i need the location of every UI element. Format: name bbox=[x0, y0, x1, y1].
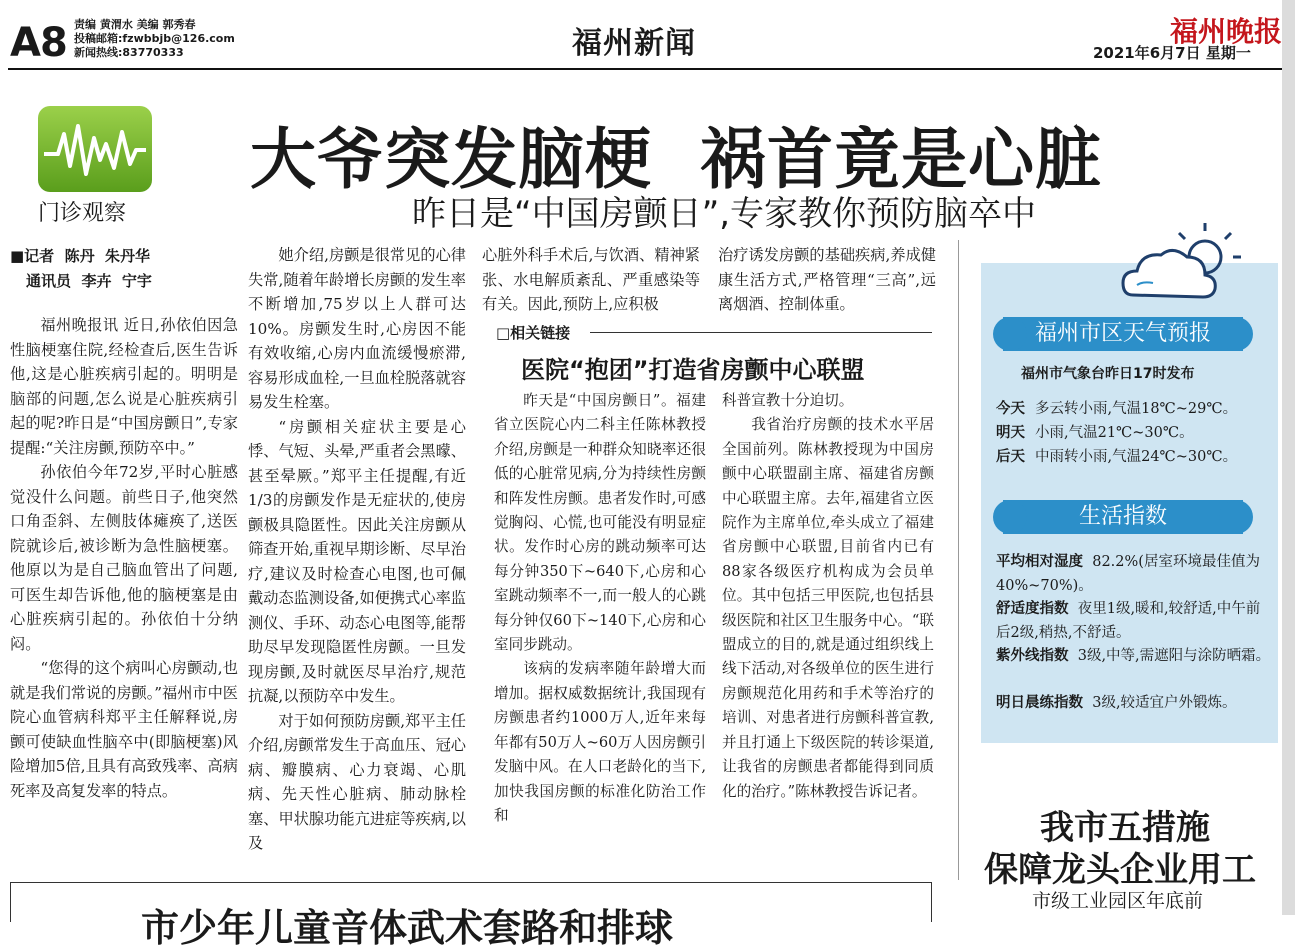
life-comfort bbox=[996, 598, 1271, 645]
article-paragraph: “房颤相关症状主要是心悸、气短、头晕,严重者会黑曚、甚至晕厥。”郑平主任提醒,有近1/3的房颤发作是无症状的,使房颤极具隐匿性。因此关注房颤从筛查开始,重视早期诊断、尽早治疗,建议及时检查心电图,也可佩戴动态监测设备,如便携式心率监测仪、手环、动态心电图等,能帮助尽早发现隐匿性房颤。一旦发现房颤,及时就医尽早治疗,规范抗凝,以预防卒中发生。 bbox=[248, 417, 466, 705]
forecast-day: 后天 bbox=[996, 449, 1025, 465]
forecast-today bbox=[996, 397, 1237, 421]
article-column-4-top bbox=[718, 243, 936, 317]
article-column-3-top bbox=[482, 243, 700, 317]
life-index-band: 生活指数 bbox=[1003, 500, 1243, 534]
byline-correspondents: 通讯员 李卉 宁宇 bbox=[26, 272, 152, 290]
life-humidity bbox=[996, 551, 1271, 598]
related-title: 医院“抱团”打造省房颤中心联盟 bbox=[521, 356, 865, 384]
forecast-desc: 小雨,气温21℃~30℃。 bbox=[1035, 425, 1194, 441]
life-index-value: 3级,中等,需遮阳与涂防晒霜。 bbox=[1077, 648, 1271, 664]
article-paragraph: 她介绍,房颤是很常见的心律失常,随着年龄增长房颤的发生率不断增加,75岁以上人群可达10%。房颤发生时,心房因不能有效收缩,心房内血流缓慢瘀滞,容易形成血栓,一旦血栓脱落就容易发生栓塞。 bbox=[248, 246, 466, 411]
forecast-desc: 多云转小雨,气温18℃~29℃。 bbox=[1035, 401, 1238, 417]
cloud-sun-icon bbox=[1113, 223, 1253, 313]
header-rule bbox=[8, 68, 1283, 70]
related-paragraph: 该病的发病率随年龄增大而增加。据权威数据统计,我国现有房颤患者约1000万人,近年来每年都有50万人~60万人因房颤引发脑中风。在人口老龄化的当下,加快我国房颤的标准化防治工作和 bbox=[494, 660, 706, 824]
headline-subtitle: 昨日是“中国房颤日”,专家教你预防脑卒中 bbox=[412, 194, 1037, 234]
column-divider bbox=[958, 240, 959, 880]
newspaper-logo: 福州晚报 bbox=[1170, 15, 1283, 48]
side-story-subtitle: 市级工业园区年底前 bbox=[1032, 890, 1204, 912]
byline bbox=[10, 244, 152, 294]
related-tag: □相关链接 bbox=[496, 324, 571, 342]
side-story-title-2: 保障龙头企业用工 bbox=[984, 850, 1256, 890]
article-paragraph: 对于如何预防房颤,郑平主任介绍,房颤常发生于高血压、冠心病、瓣膜病、心力衰竭、心肌病、先天性心脏病、肺动脉栓塞、甲状腺功能亢进症等疾病,以及 bbox=[248, 711, 466, 852]
related-paragraph: 科普宣教十分迫切。 bbox=[722, 392, 854, 409]
byline-reporters: ■记者 陈丹 朱丹华 bbox=[10, 247, 151, 265]
related-paragraph: 昨天是“中国房颤日”。福建省立医院心内二科主任陈林教授介绍,房颤是一种群众知晓率还很低的心脏常见病,分为持续性房颤和阵发性房颤。患者发作时,可感觉胸闷、心慌,也可能没有明显症状。发作时心房的跳动频率可达每分钟350下~640下,心房和心室跳动频率不一,而一般人的心跳每分钟仅60下~140下,心房和心室同步跳动。 bbox=[494, 392, 706, 654]
article-paragraph: 福州晚报讯 近日,孙依伯因急性脑梗塞住院,经检查后,医生告诉他,这是心脏疾病引起的。明明是脑部的问题,怎么说是心脏疾病引起的呢?昨日是“中国房颤日”,专家提醒:“关注房颤,预防卒中。” bbox=[10, 316, 238, 457]
page-edge-right bbox=[1282, 0, 1295, 915]
issue-date: 2021年6月7日 星期一 bbox=[1093, 44, 1251, 62]
side-story-title-1: 我市五措施 bbox=[1040, 808, 1210, 848]
life-index-value: 3级,较适宜户外锻炼。 bbox=[1092, 695, 1237, 711]
forecast-desc: 中雨转小雨,气温24℃~30℃。 bbox=[1035, 449, 1238, 465]
article-paragraph: 孙依伯今年72岁,平时心脏感觉没什么问题。前些日子,他突然口角歪斜、左侧肢体瘫痪了,送医院就诊后,被诊断为急性脑梗塞。他原以为是自己脑血管出了问题,可医生却告诉他,他的脑梗塞是由心脏疾病引起的。孙依伯十分纳闷。 bbox=[10, 463, 238, 653]
editors-info bbox=[74, 18, 235, 60]
related-rule bbox=[590, 332, 932, 333]
page-number: A8 bbox=[10, 20, 67, 66]
related-column-1 bbox=[494, 389, 706, 828]
life-index-name: 紫外线指数 bbox=[996, 648, 1069, 664]
life-exercise bbox=[996, 692, 1271, 716]
hotline-line: 新闻热线:83770333 bbox=[74, 46, 184, 59]
badge-label: 门诊观察 bbox=[38, 201, 127, 226]
bottom-story-frame bbox=[10, 882, 932, 950]
headline-title: 大爷突发脑梗 祸首竟是心脏 bbox=[250, 121, 1102, 198]
forecast-day: 今天 bbox=[996, 401, 1025, 417]
forecast-day: 明天 bbox=[996, 425, 1025, 441]
bottom-story-title: 市少年儿童音体武术套路和排球 bbox=[141, 906, 674, 950]
related-paragraph: 我省治疗房颤的技术水平居全国前列。陈林教授现为中国房颤中心联盟副主席、福建省房颤中心联盟主席。去年,福建省立医院作为主席单位,牵头成立了福建省房颤中心联盟,目前省内已有88家各级医疗机构成为会员单位。其中包括三甲医院,也包括县级医院和社区卫生服务中心。“联盟成立的目的,就是通过组织线上线下活动,对各级单位的医生进行房颤规范化用药和手术等治疗的培训、对患者进行房颤科普宣教,并且打通上下级医院的转诊渠道,让我省的房颤患者都能得到同质化的治疗。”陈林教授告诉记者。 bbox=[722, 416, 934, 800]
forecast-tomorrow bbox=[996, 421, 1194, 445]
article-column-2 bbox=[248, 243, 466, 856]
life-index-name: 舒适度指数 bbox=[996, 601, 1069, 617]
life-index-name: 平均相对湿度 bbox=[996, 554, 1083, 570]
heartbeat-icon bbox=[36, 104, 154, 194]
clinic-badge bbox=[36, 104, 154, 224]
article-paragraph: 治疗诱发房颤的基础疾病,养成健康生活方式,严格管理“三高”,远离烟酒、控制体重。 bbox=[718, 246, 936, 313]
email-line: 投稿邮箱:fzwbbjb@126.com bbox=[74, 32, 235, 45]
article-paragraph: 心脏外科手术后,与饮酒、精神紧张、水电解质紊乱、严重感染等有关。因此,预防上,应积极 bbox=[482, 246, 700, 313]
weather-title-band: 福州市区天气预报 bbox=[1003, 317, 1243, 351]
life-index-value: 82.2%(居室环境最佳值为40%~70%)。 bbox=[996, 554, 1260, 594]
article-paragraph: “您得的这个病叫心房颤动,也就是我们常说的房颤。”福州市中医院心血管病科郑平主任解释说,房颤可使缺血性脑卒中(即脑梗塞)风险增加5倍,且具有高致残率、高病死率及高复发率的特点。 bbox=[10, 659, 238, 800]
weather-issuer: 福州市气象台昨日17时发布 bbox=[1021, 366, 1195, 382]
life-uv bbox=[996, 645, 1271, 669]
related-column-2 bbox=[722, 389, 934, 804]
article-column-1 bbox=[10, 313, 238, 803]
life-index-value: 夜里1级,暖和,较舒适,中午前后2级,稍热,不舒适。 bbox=[996, 601, 1261, 641]
life-index-name: 明日晨练指数 bbox=[996, 695, 1083, 711]
weather-panel bbox=[981, 263, 1278, 743]
forecast-day-after bbox=[996, 445, 1237, 469]
section-title: 福州新闻 bbox=[572, 26, 696, 61]
editors-line: 责编 黄渭水 美编 郭秀春 bbox=[74, 18, 196, 31]
